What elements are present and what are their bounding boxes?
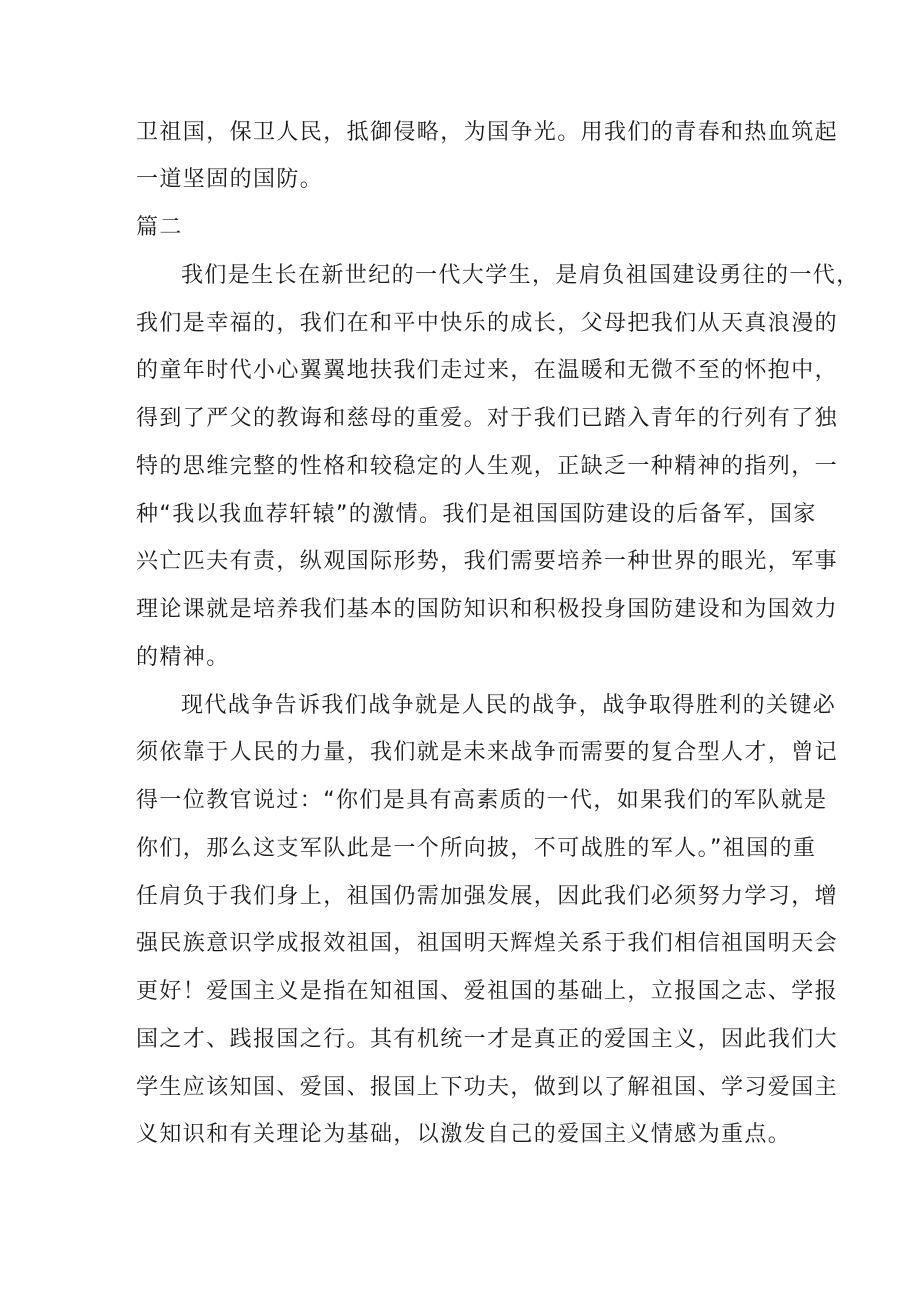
paragraph-line: 种“我以我血荐轩辕”的激情。我们是祖国国防建设的后备军，国家 xyxy=(136,502,817,527)
paragraph-line: 现代战争告诉我们战争就是人民的战争，战争取得胜利的关键必 xyxy=(181,693,837,718)
paragraph-line: 国之才、践报国之行。其有机统一才是真正的爱国主义，因此我们大 xyxy=(136,1027,839,1052)
paragraph-line: 任肩负于我们身上，祖国仍需加强发展，因此我们必须努力学习，增 xyxy=(136,884,839,909)
paragraph-line: 我们是生长在新世纪的一代大学生，是肩负祖国建设勇往的一代， xyxy=(181,263,860,288)
paragraph-line: 特的思维完整的性格和较稳定的人生观，正缺乏一种精神的指列，一 xyxy=(136,454,839,479)
paragraph-line: 理论课就是培养我们基本的国防知识和积极投身国防建设和为国效力 xyxy=(136,597,839,622)
paragraph-line: 强民族意识学成报效祖国，祖国明天辉煌关系于我们相信祖国明天会 xyxy=(136,931,839,956)
paragraph-line: 学生应该知国、爱国、报国上下功夫，做到以了解祖国、学习爱国主 xyxy=(136,1075,839,1100)
paragraph-line: 的精神。 xyxy=(136,645,230,670)
section-heading: 篇二 xyxy=(136,215,183,240)
paragraph-line: 一道坚固的国防。 xyxy=(136,167,324,192)
paragraph-line: 更好！爱国主义是指在知祖国、爱祖国的基础上，立报国之志、学报 xyxy=(136,979,839,1004)
paragraph-line: 得到了严父的教诲和慈母的重爱。对于我们已踏入青年的行列有了独 xyxy=(136,406,839,431)
paragraph-line: 得一位教官说过：“你们是具有高素质的一代，如果我们的军队就是 xyxy=(136,788,828,813)
paragraph-line: 义知识和有关理论为基础，以激发自己的爱国主义情感为重点。 xyxy=(136,1122,792,1147)
paragraph-line: 你们，那么这支军队此是一个所向披，不可战胜的军人。”祖国的重 xyxy=(136,836,817,861)
paragraph-line: 须依靠于人民的力量，我们就是未来战争而需要的复合型人才，曾记 xyxy=(136,740,839,765)
paragraph-line: 兴亡匹夫有责，纵观国际形势，我们需要培养一种世界的眼光，军事 xyxy=(136,549,839,574)
paragraph-line: 我们是幸福的，我们在和平中快乐的成长，父母把我们从天真浪漫的 xyxy=(136,311,839,336)
paragraph-line: 的童年时代小心翼翼地扶我们走过来，在温暖和无微不至的怀抱中， xyxy=(136,358,839,383)
paragraph-line: 卫祖国，保卫人民，抵御侵略，为国争光。用我们的青春和热血筑起 xyxy=(136,120,839,145)
